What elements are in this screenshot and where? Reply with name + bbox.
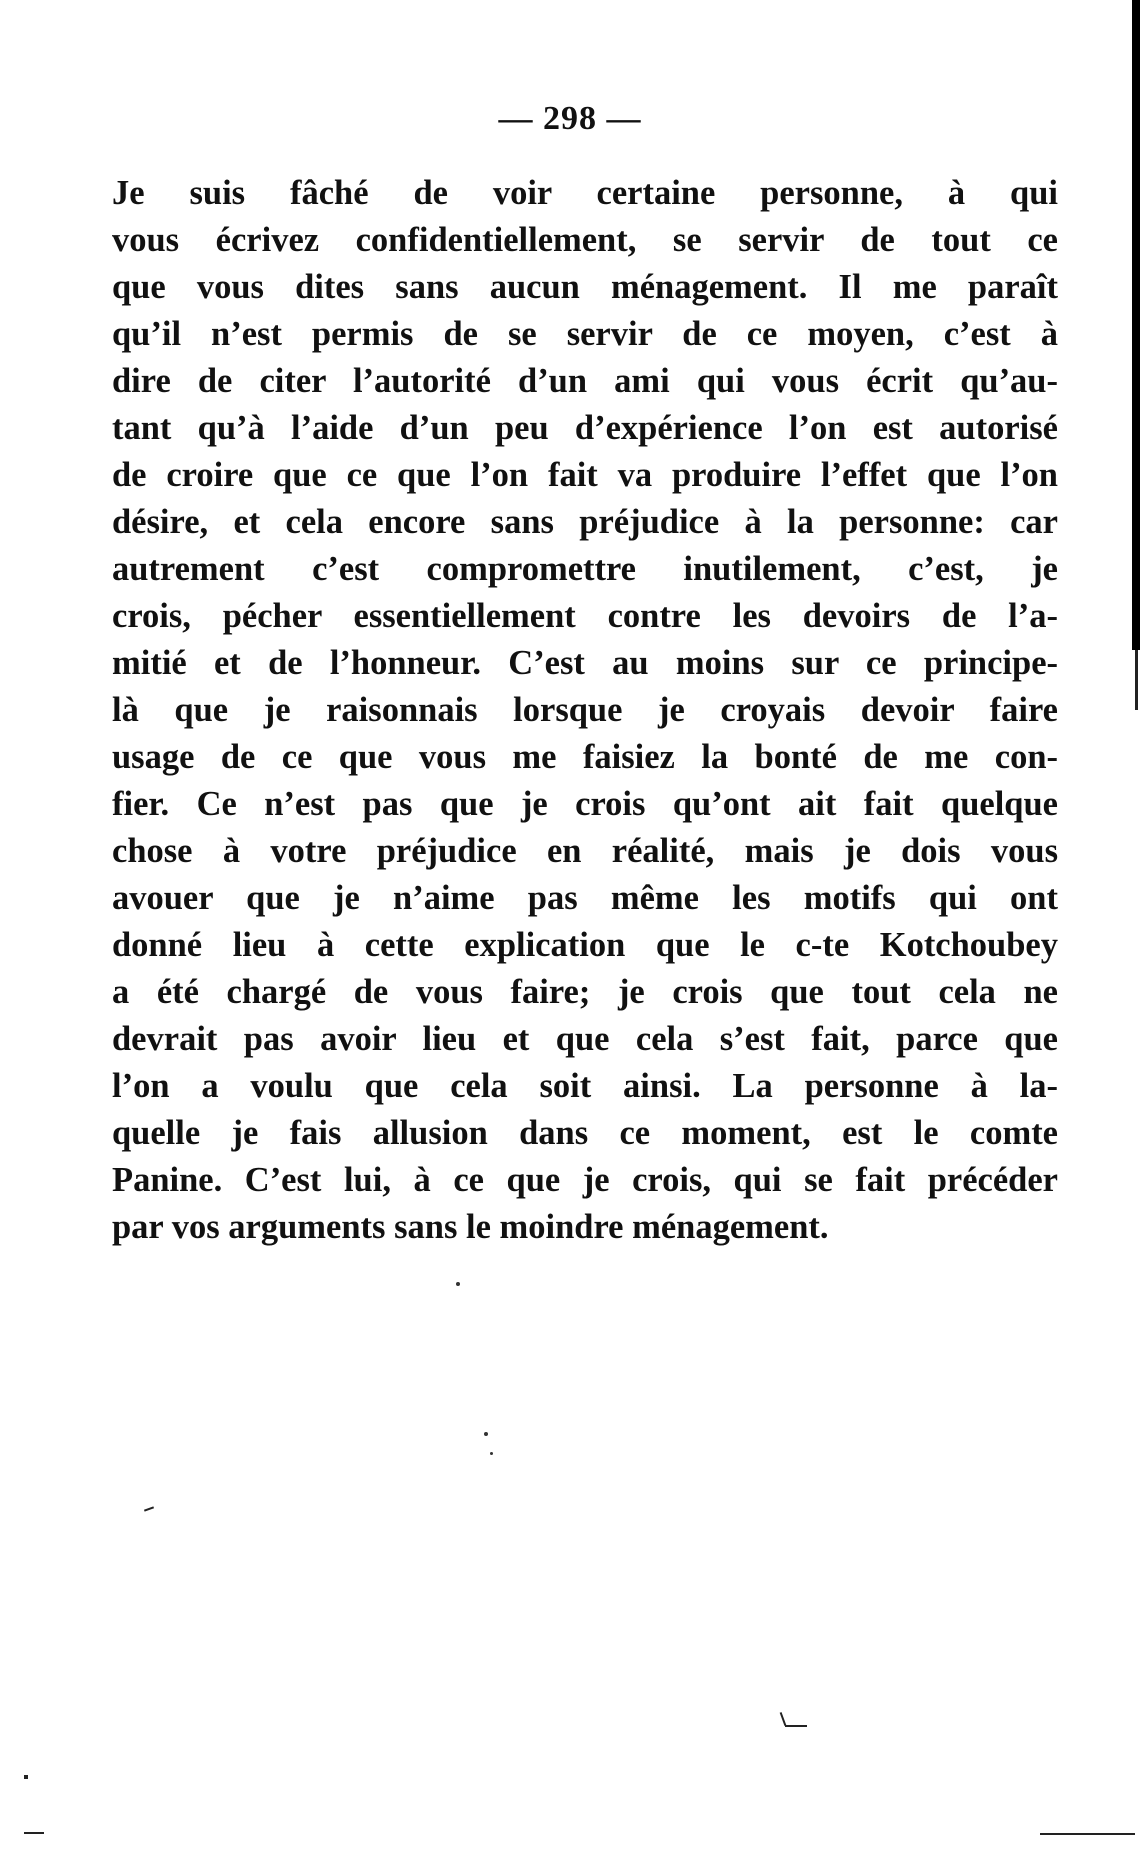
text-line: fier. Ce n’est pas que je crois qu’ont ait fait quelque	[112, 785, 1058, 823]
text-line: Panine. C’est lui, à ce que je crois, qui se fait précéder	[112, 1161, 1058, 1199]
text-line: crois, pécher essentiellement contre les devoirs de l’a-	[112, 597, 1058, 635]
text-line: désire, et cela encore sans préjudice à la personne: car	[112, 503, 1058, 541]
text-line: a été chargé de vous faire; je crois que tout cela ne	[112, 973, 1058, 1011]
text-line: usage de ce que vous me faisiez la bonté de me con-	[112, 738, 1058, 776]
scan-speck	[456, 1282, 460, 1286]
text-line: dire de citer l’autorité d’un ami qui vous écrit qu’au-	[112, 362, 1058, 400]
text-line: autrement c’est compromettre inutilement, c’est, je	[112, 550, 1058, 588]
text-line: Je suis fâché de voir certaine personne, à qui	[112, 174, 1058, 212]
scan-scratch	[780, 1712, 787, 1726]
text-line: que vous dites sans aucun ménagement. Il me paraît	[112, 268, 1058, 306]
binding-edge-shadow	[1132, 0, 1140, 650]
scan-scratch	[144, 1506, 154, 1511]
scan-scratch	[24, 1832, 44, 1834]
scan-scratch	[1040, 1833, 1135, 1835]
scan-scratch	[24, 1775, 28, 1779]
text-line: vous écrivez confidentiellement, se servir de tout ce	[112, 221, 1058, 259]
text-line: donné lieu à cette explication que le c-te Kotchoubey	[112, 926, 1058, 964]
text-line: avouer que je n’aime pas même les motifs qui ont	[112, 879, 1058, 917]
text-line: mitié et de l’honneur. C’est au moins sur ce principe-	[112, 644, 1058, 682]
text-line: devrait pas avoir lieu et que cela s’est fait, parce que	[112, 1020, 1058, 1058]
text-line: l’on a voulu que cela soit ainsi. La personne à la-	[112, 1067, 1058, 1105]
text-line: là que je raisonnais lorsque je croyais devoir faire	[112, 691, 1058, 729]
scan-scratch	[785, 1725, 807, 1727]
scan-speck	[490, 1452, 493, 1455]
text-line: chose à votre préjudice en réalité, mais je dois vous	[112, 832, 1058, 870]
text-line: qu’il n’est permis de se servir de ce moyen, c’est à	[112, 315, 1058, 353]
text-line: quelle je fais allusion dans ce moment, est le comte	[112, 1114, 1058, 1152]
binding-edge-mark	[1135, 650, 1138, 710]
text-line: par vos arguments sans le moindre ménagement.	[112, 1208, 829, 1246]
text-line: tant qu’à l’aide d’un peu d’expérience l’on est autorisé	[112, 409, 1058, 447]
page-number: — 298 —	[498, 100, 642, 137]
body-text	[112, 170, 1058, 1251]
scan-speck	[484, 1432, 488, 1436]
text-line: de croire que ce que l’on fait va produire l’effet que l’on	[112, 456, 1058, 494]
